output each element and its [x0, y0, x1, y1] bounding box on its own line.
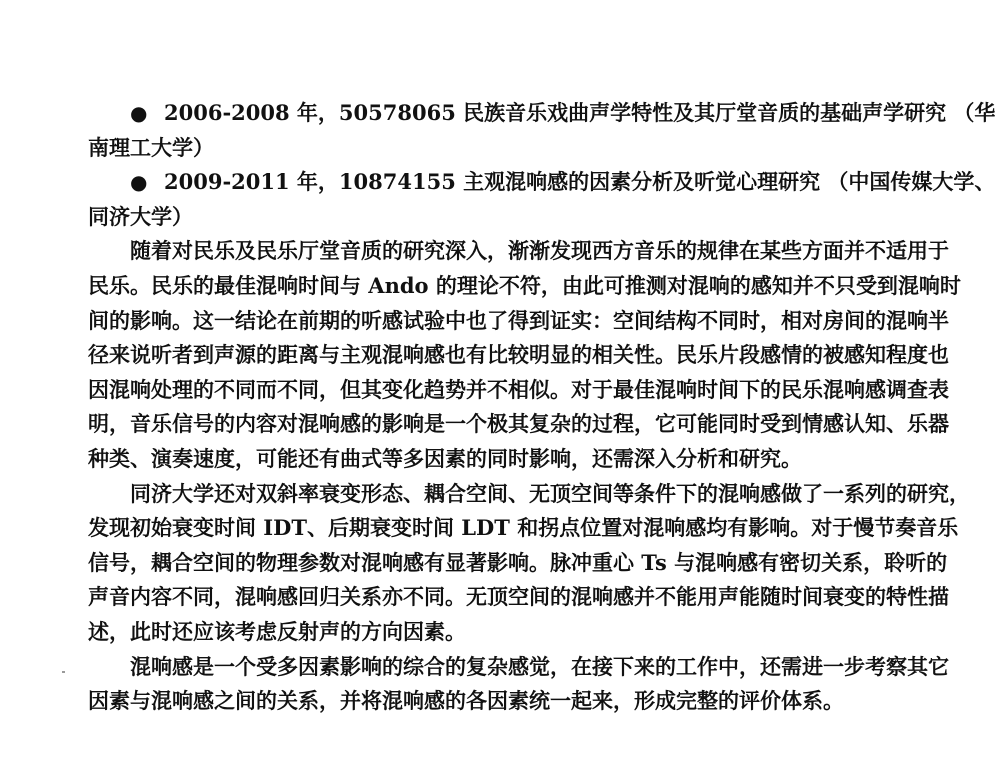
text-line: 明，音乐信号的内容对混响感的影响是一个极其复杂的过程，它可能同时受到情感认知、乐器	[88, 411, 949, 437]
paragraph	[88, 650, 949, 719]
text-line: 声音内容不同，混响感回归关系亦不同。无顶空间的混响感并不能用声能随时间衰变的特性描	[88, 584, 949, 610]
text-line: 信号，耦合空间的物理参数对混响感有显著影响。脉冲重心 Ts 与混响感有密切关系，聆听的	[88, 549, 948, 575]
text-line: 径来说听者到声源的距离与主观混响感也有比较明显的相关性。民乐片段感情的被感知程度也	[88, 342, 949, 368]
bullet-icon: ●	[130, 170, 148, 195]
text-line: 南理工大学）	[88, 134, 214, 160]
text-line: 种类、演奏速度，可能还有曲式等多因素的同时影响，还需深入分析和研究。	[88, 445, 802, 471]
scan-speck	[62, 671, 65, 673]
text-line: 民乐。民乐的最佳混响时间与 Ando 的理论不符，由此可推测对混响的感知并不只受到混响时	[88, 272, 961, 298]
text-line	[88, 165, 996, 200]
paragraph	[88, 234, 961, 476]
bullet-icon: ●	[130, 101, 148, 125]
bullet-item	[88, 96, 996, 165]
document-page	[88, 96, 996, 719]
text-line: 同济大学还对双斜率衰变形态、耦合空间、无顶空间等条件下的混响感做了一系列的研究，	[130, 480, 970, 506]
text-line: 同济大学）	[88, 203, 193, 229]
text-line: 间的影响。这一结论在前期的听感试验中也了得到证实：空间结构不同时，相对房间的混响半	[88, 307, 949, 333]
paragraph	[88, 477, 970, 650]
text-line: 发现初始衰变时间 IDT、后期衰变时间 LDT 和拐点位置对混响感均有影响。对于慢节奏音乐	[88, 515, 959, 541]
text-line: 述，此时还应该考虑反射声的方向因素。	[88, 618, 466, 644]
text-line: 混响感是一个受多因素影响的综合的复杂感觉，在接下来的工作中，还需进一步考察其它	[130, 653, 949, 679]
text-line: 因素与混响感之间的关系，并将混响感的各因素统一起来，形成完整的评价体系。	[88, 688, 844, 714]
bullet-text: 2009-2011 年，10874155 主观混响感的因素分析及听觉心理研究 （中国传媒大学、	[164, 169, 996, 195]
bullet-item	[88, 165, 996, 234]
text-line: 随着对民乐及民乐厅堂音质的研究深入，渐渐发现西方音乐的规律在某些方面并不适用于	[130, 238, 949, 264]
text-line	[88, 96, 996, 131]
text-line: 因混响处理的不同而不同，但其变化趋势并不相似。对于最佳混响时间下的民乐混响感调查表	[88, 376, 949, 402]
bullet-text: 2006-2008 年，50578065 民族音乐戏曲声学特性及其厅堂音质的基础声学研究 （华	[164, 100, 996, 125]
